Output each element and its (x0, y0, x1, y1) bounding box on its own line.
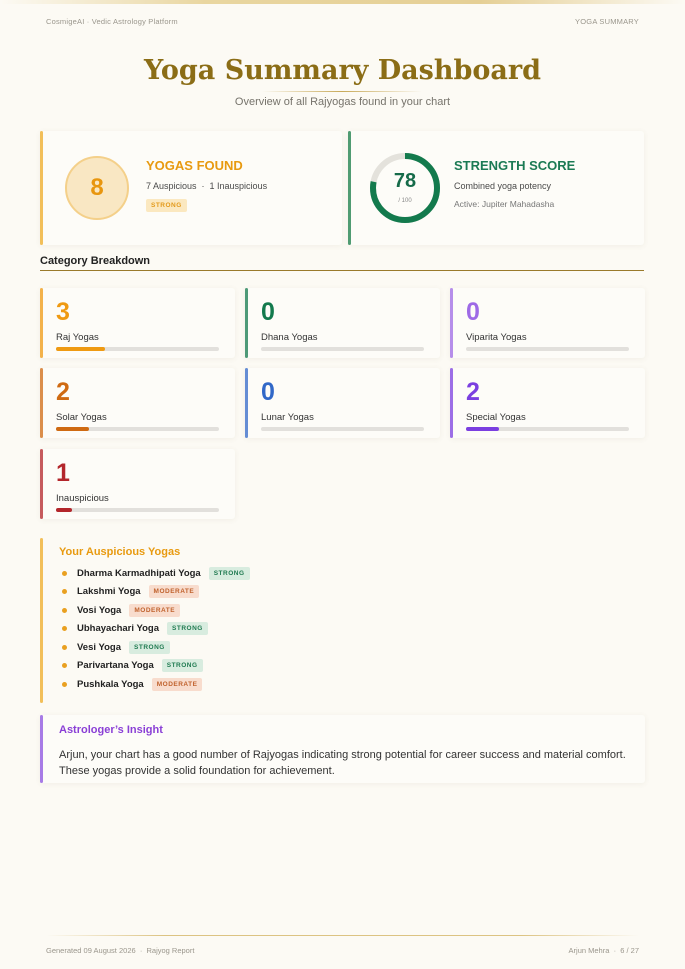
section-accent-bar (40, 538, 43, 703)
astrologer-insight-card (40, 715, 645, 783)
category-progress-track (56, 347, 219, 351)
page-title: Yoga Summary Dashboard (143, 55, 541, 86)
category-progress-track (56, 427, 219, 431)
category-accent-bar (245, 368, 248, 438)
strength-score-card (348, 131, 644, 245)
yoga-strength-badge: STRONG (209, 567, 250, 580)
strength-subtitle: Combined yoga potency (454, 181, 552, 191)
yoga-list-item (62, 601, 250, 620)
category-accent-bar (40, 449, 43, 519)
header-brand: CosmigeAI · Vedic Astrology Platform (46, 17, 178, 26)
yoga-name: Ubhayachari Yoga (77, 623, 160, 635)
bullet-dot-icon (62, 645, 67, 650)
yoga-strength-badge: STRONG (167, 622, 208, 635)
category-card (40, 288, 235, 358)
auspicious-yogas-section (40, 538, 645, 703)
category-card (40, 449, 235, 519)
page-header (46, 17, 639, 26)
category-label: Dhana Yogas (261, 332, 318, 343)
yoga-strength-badge: MODERATE (149, 585, 200, 598)
yoga-name: Vesi Yoga (77, 641, 122, 653)
strength-score-value: 78 (393, 170, 417, 192)
category-label: Lunar Yogas (261, 412, 314, 423)
bullet-dot-icon (62, 626, 67, 631)
category-progress-track (56, 508, 219, 512)
category-count: 0 (261, 378, 275, 406)
yoga-list-item (62, 583, 250, 602)
category-progress-track (261, 347, 424, 351)
footer-page-info: Arjun Mehra · 6 / 27 (568, 946, 639, 955)
category-count: 0 (466, 298, 480, 326)
active-dasha: Active: Jupiter Mahadasha (454, 199, 555, 209)
yogas-found-breakdown: 7 Auspicious · 1 Inauspicious (146, 181, 268, 191)
yoga-name: Dharma Karmadhipati Yoga (77, 567, 201, 579)
bullet-dot-icon (62, 571, 67, 576)
category-accent-bar (450, 368, 453, 438)
category-count: 2 (466, 378, 480, 406)
category-heading: Category Breakdown (40, 255, 151, 267)
category-progress-fill (466, 427, 499, 431)
category-accent-bar (40, 288, 43, 358)
yoga-strength-badge: STRONG (129, 641, 170, 654)
category-card (245, 368, 440, 438)
category-label: Raj Yogas (56, 332, 99, 343)
category-accent-bar (40, 368, 43, 438)
page-subtitle: Overview of all Rajyogas found in your chart (234, 96, 451, 108)
category-accent-bar (450, 288, 453, 358)
auspicious-yoga-list (62, 564, 250, 694)
yogas-count-circle: 8 (65, 156, 129, 220)
insight-accent-bar (40, 715, 43, 783)
yoga-name: Pushkala Yoga (77, 678, 144, 690)
top-accent-line (0, 0, 685, 4)
card-accent-bar (348, 131, 351, 245)
category-progress-fill (56, 347, 105, 351)
category-card (40, 368, 235, 438)
insight-text: Arjun, your chart has a good number of Rajyogas indicating strong potential for career success and material comfort. These yogas provide a solid foundation for achievement. (59, 749, 626, 777)
yoga-list-item (62, 675, 250, 694)
category-label: Viparita Yogas (466, 332, 527, 343)
category-count: 2 (56, 378, 70, 406)
bullet-dot-icon (62, 682, 67, 687)
yoga-strength-badge: MODERATE (129, 604, 180, 617)
yoga-list-item (62, 620, 250, 639)
yoga-list-item (62, 564, 250, 583)
title-underline (262, 91, 422, 92)
category-divider (40, 270, 644, 271)
yogas-found-card (40, 131, 342, 245)
auspicious-title: Your Auspicious Yogas (59, 546, 181, 558)
category-label: Inauspicious (56, 493, 109, 504)
yogas-found-badge: STRONG (146, 199, 187, 212)
category-progress-track (261, 427, 424, 431)
yoga-list-item (62, 657, 250, 676)
category-label: Solar Yogas (56, 412, 107, 423)
card-accent-bar (40, 131, 43, 245)
category-card (450, 368, 645, 438)
yoga-name: Parivartana Yoga (77, 660, 154, 672)
category-progress-fill (56, 508, 72, 512)
bullet-dot-icon (62, 608, 67, 613)
yogas-found-title: YOGAS FOUND (146, 158, 243, 173)
category-accent-bar (245, 288, 248, 358)
bullet-dot-icon (62, 663, 67, 668)
bullet-dot-icon (62, 589, 67, 594)
footer-divider (46, 935, 639, 936)
category-progress-fill (56, 427, 89, 431)
category-count: 3 (56, 298, 70, 326)
yoga-name: Vosi Yoga (77, 604, 122, 616)
category-count: 1 (56, 459, 70, 487)
yoga-name: Lakshmi Yoga (77, 586, 141, 598)
yoga-strength-badge: MODERATE (152, 678, 203, 691)
yoga-strength-badge: STRONG (162, 659, 203, 672)
header-section: YOGA SUMMARY (575, 17, 639, 26)
category-count: 0 (261, 298, 275, 326)
yoga-list-item (62, 638, 250, 657)
category-label: Special Yogas (466, 412, 526, 423)
category-progress-track (466, 427, 629, 431)
strength-title: STRENGTH SCORE (454, 158, 576, 173)
category-card (245, 288, 440, 358)
footer-generated: Generated 09 August 2026 · Rajyog Report (46, 946, 195, 955)
category-progress-track (466, 347, 629, 351)
page-footer (46, 946, 639, 955)
strength-score-max: / 100 (398, 198, 412, 204)
insight-title: Astrologer’s Insight (59, 724, 163, 736)
category-card (450, 288, 645, 358)
